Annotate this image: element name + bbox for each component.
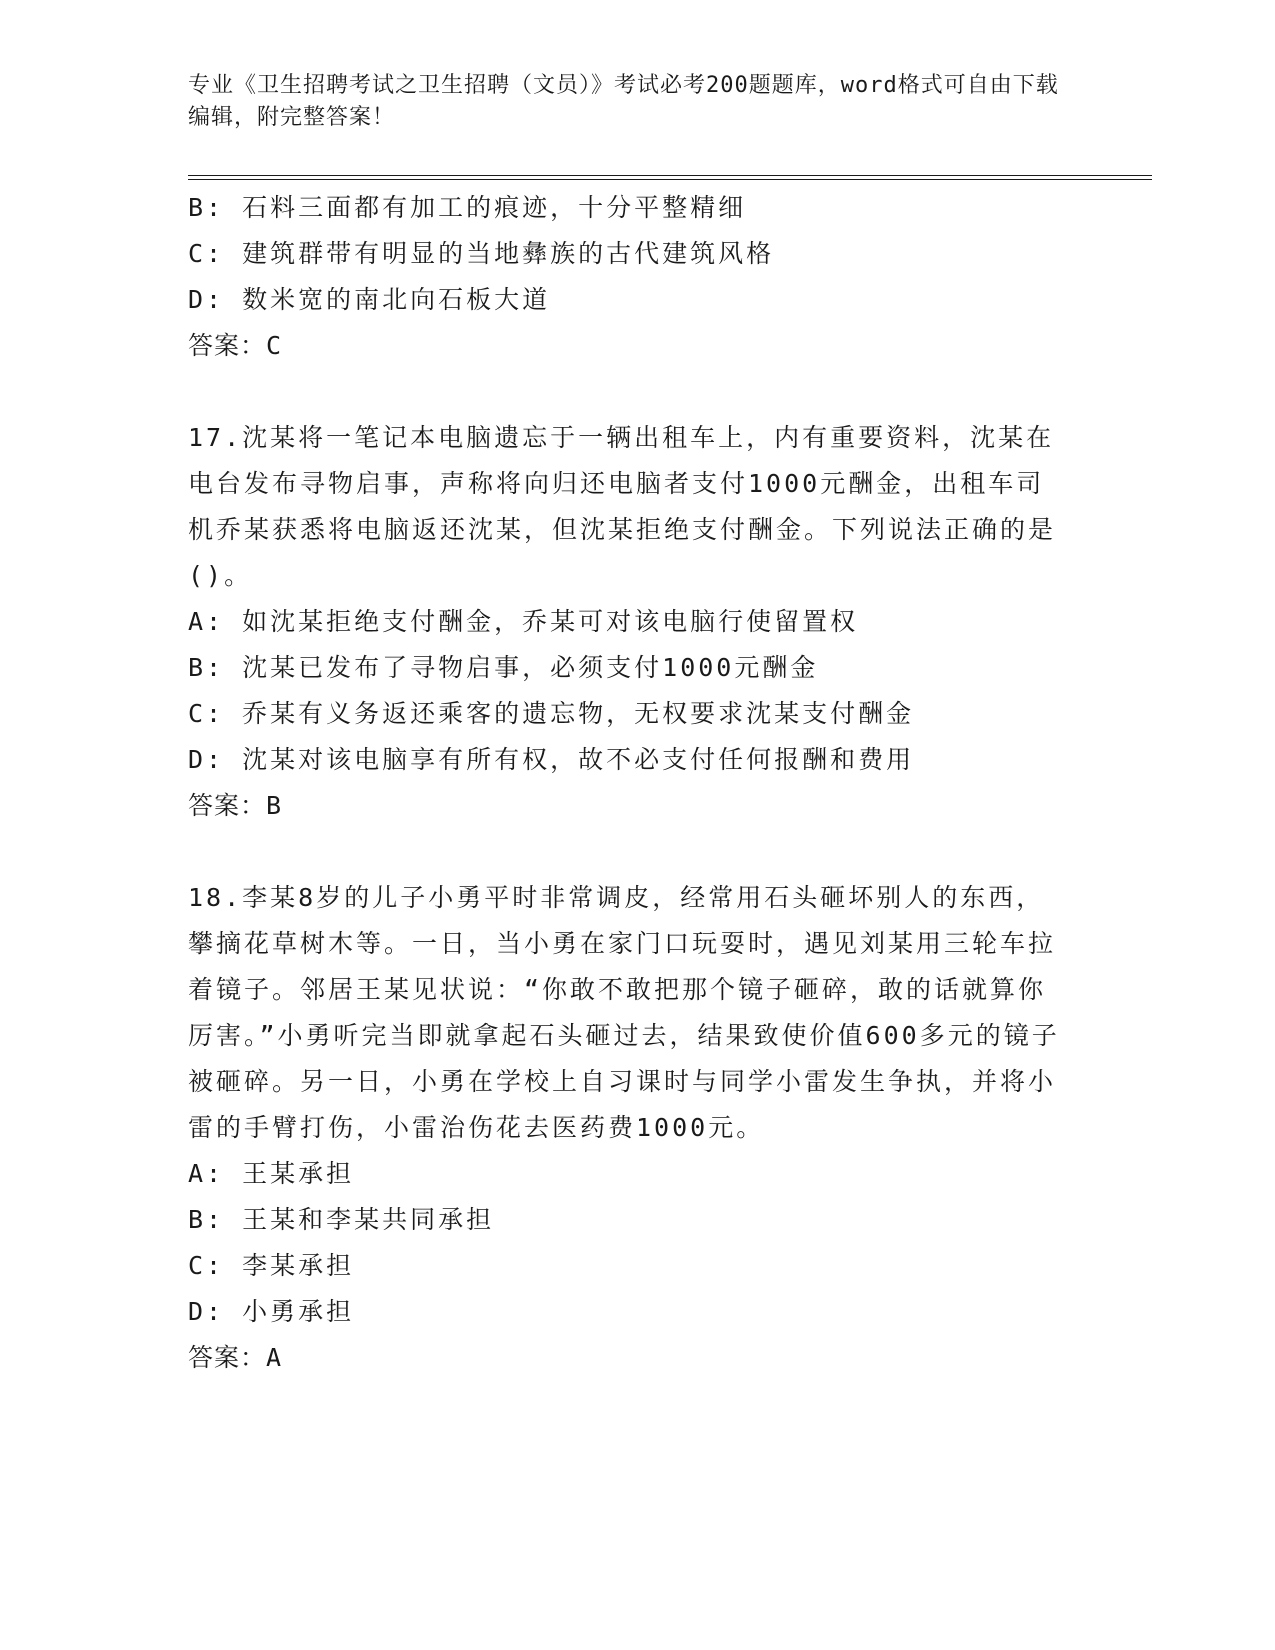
option-b: B: 王某和李某共同承担 xyxy=(188,1205,495,1234)
option-d: D: 小勇承担 xyxy=(188,1297,355,1326)
answer-line xyxy=(188,783,1068,829)
prev-question-tail xyxy=(188,185,1068,369)
option-c: C: 李某承担 xyxy=(188,1251,355,1280)
answer-value: A xyxy=(266,1343,283,1372)
option-a: A: 王某承担 xyxy=(188,1159,355,1188)
option-b: B: 沈某已发布了寻物启事，必须支付1000元酬金 xyxy=(188,653,819,682)
answer-value: B xyxy=(266,791,283,820)
answer-value: C xyxy=(266,331,283,360)
header-divider xyxy=(188,175,1152,180)
option-b: B: 石料三面都有加工的痕迹，十分平整精细 xyxy=(188,193,747,222)
option-a: A: 如沈某拒绝支付酬金，乔某可对该电脑行使留置权 xyxy=(188,607,859,636)
option-d: D: 数米宽的南北向石板大道 xyxy=(188,285,551,314)
option-d: D: 沈某对该电脑享有所有权，故不必支付任何报酬和费用 xyxy=(188,745,915,774)
option-c: C: 乔某有义务返还乘客的遗忘物，无权要求沈某支付酬金 xyxy=(188,699,915,728)
question-18 xyxy=(188,875,1068,1381)
answer-label: 答案： xyxy=(188,331,267,360)
option-c: C: 建筑群带有明显的当地彝族的古代建筑风格 xyxy=(188,239,775,268)
answer-line xyxy=(188,323,1068,369)
question-stem: 17.沈某将一笔记本电脑遗忘于一辆出租车上，内有重要资料，沈某在电台发布寻物启事，声称将向归还电脑者支付1000元酬金，出租车司机乔某获悉将电脑返还沈某，但沈某拒绝支付酬金。下列说法正确的是()。 xyxy=(188,423,1057,590)
page-header: 专业《卫生招聘考试之卫生招聘（文员）》考试必考200题题库，word格式可自由下载编辑，附完整答案！ xyxy=(188,73,1059,130)
question-17 xyxy=(188,415,1068,829)
document-body xyxy=(188,185,1068,1381)
answer-label: 答案： xyxy=(188,791,267,820)
question-stem: 18.李某8岁的儿子小勇平时非常调皮，经常用石头砸坏别人的东西，攀摘花草树木等。一日，当小勇在家门口玩耍时，遇见刘某用三轮车拉着镜子。邻居王某见状说：“你敢不敢把那个镜子砸碎，敢的话就算你厉害。”小勇听完当即就拿起石头砸过去，结果致使价值600多元的镜子被砸碎。另一日，小勇在学校上自习课时与同学小雷发生争执，并将小雷的手臂打伤，小雷治伤花去医药费1000元。 xyxy=(188,883,1060,1142)
answer-line xyxy=(188,1335,1068,1381)
answer-label: 答案： xyxy=(188,1343,267,1372)
